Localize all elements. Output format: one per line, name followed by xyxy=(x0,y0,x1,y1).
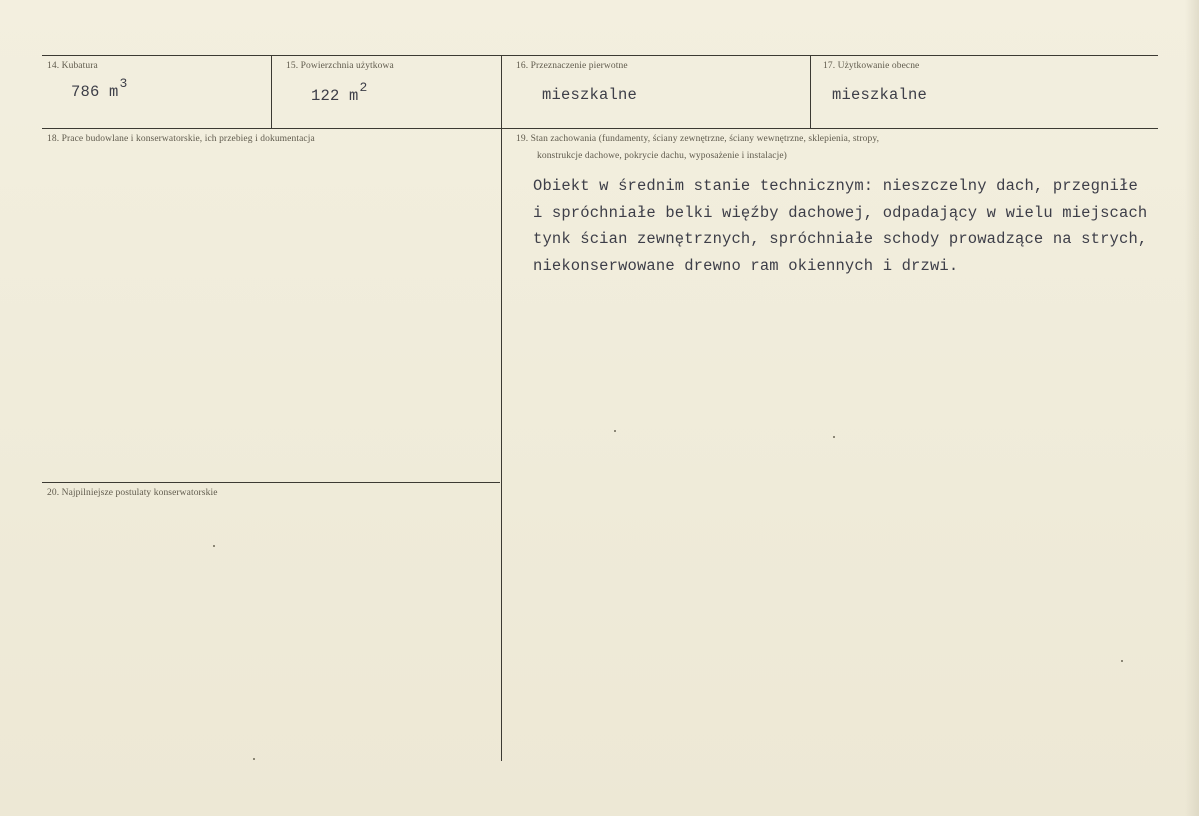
kubatura-label: 14. Kubatura xyxy=(47,61,98,71)
paper-speck xyxy=(253,758,255,760)
section-divider xyxy=(42,482,500,483)
przeznaczenie-label: 16. Przeznaczenie pierwotne xyxy=(516,61,628,71)
stan-label-line1: 19. Stan zachowania (fundamenty, ściany zewnętrzne, ściany wewnętrzne, sklepienia, stropy, xyxy=(516,134,880,144)
stan-line: i spróchniałe belki więźby dachowej, odpadający w wielu miejscach xyxy=(533,203,1148,222)
stan-line: Obiekt w średnim stanie technicznym: nieszczelny dach, przegniłe xyxy=(533,177,1138,195)
stan-line: tynk ścian zewnętrznych, spróchniałe schody prowadzące na strych, xyxy=(533,230,1148,249)
paper-speck xyxy=(833,436,835,438)
powierzchnia-unit-exponent: 2 xyxy=(359,80,368,95)
kubatura-value xyxy=(71,76,128,101)
uzytkowanie-value: mieszkalne xyxy=(832,86,928,104)
prace-label: 18. Prace budowlane i konserwatorskie, ich przebieg i dokumentacja xyxy=(47,134,315,144)
przeznaczenie-value: mieszkalne xyxy=(542,86,638,104)
paper-speck xyxy=(213,545,215,547)
uzytkowanie-label: 17. Użytkowanie obecne xyxy=(823,61,920,71)
row-divider xyxy=(42,128,1158,129)
stan-label-line2: konstrukcje dachowe, pokrycie dachu, wyposażenie i instalacje) xyxy=(537,151,787,161)
powierzchnia-label: 15. Powierzchnia użytkowa xyxy=(286,61,394,71)
column-divider-1 xyxy=(271,55,272,128)
card-edge-shadow xyxy=(1185,0,1199,816)
powierzchnia-value xyxy=(311,80,368,105)
stan-description xyxy=(533,173,1147,280)
kubatura-number: 786 m xyxy=(71,83,119,101)
paper-speck xyxy=(614,430,616,432)
column-divider-3 xyxy=(810,55,811,128)
postulaty-label: 20. Najpilniejsze postulaty konserwatorskie xyxy=(47,488,218,498)
powierzchnia-number: 122 m xyxy=(311,87,359,105)
column-divider-2 xyxy=(501,55,502,761)
stan-line: niekonserwowane drewno ram okiennych i drzwi. xyxy=(533,257,959,276)
kubatura-unit-exponent: 3 xyxy=(119,76,128,91)
top-rule xyxy=(42,55,1158,56)
paper-speck xyxy=(1121,660,1123,662)
